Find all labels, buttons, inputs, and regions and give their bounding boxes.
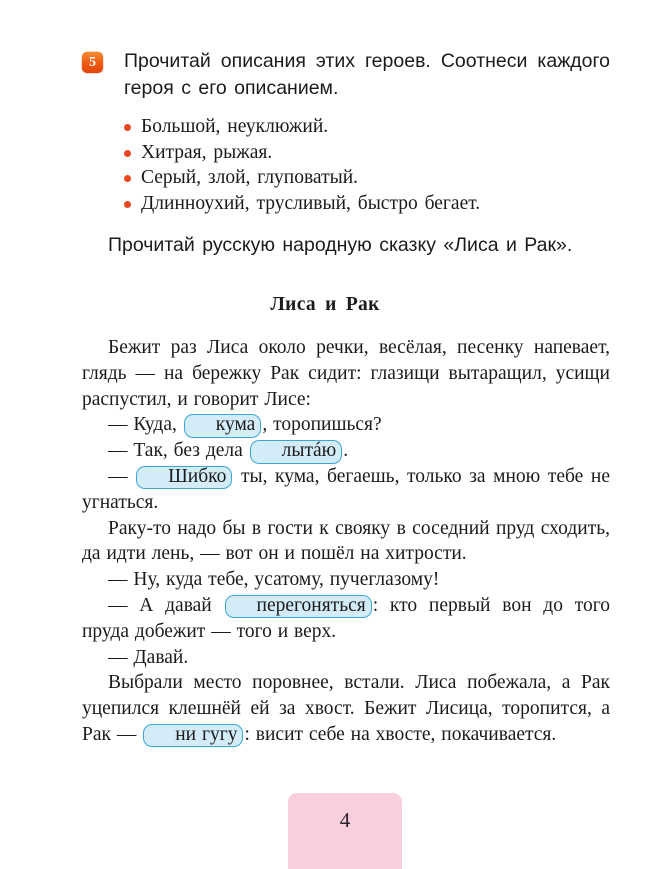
list-item: Большой, неуклюжий. <box>124 114 614 140</box>
page-number: 4 <box>339 808 351 832</box>
exercise-number-badge: 5 <box>82 52 103 73</box>
story-paragraph: — Так, без дела лытáю . <box>82 438 610 464</box>
reading-instruction: Прочитай русскую народную сказку «Лиса и Рак». <box>108 234 573 256</box>
story-paragraph: Бежит раз Лиса около речки, весёлая, песенку напевает, глядь — на бережку Рак сидит: глазищи вытаращил, усищи распустил, и говорит Лисе: <box>82 337 610 410</box>
story-paragraph: — Давай. <box>108 646 189 668</box>
list-item: Длинноухий, трусливый, быстро бегает. <box>124 191 614 217</box>
story-title: Лиса и Рак <box>270 294 380 315</box>
list-item: Хитрая, рыжая. <box>124 140 614 166</box>
vocabulary-highlight: перегоняться <box>225 595 372 618</box>
story-paragraph: Раку-то надо бы в гости к свояку в соседний пруд сходить, да идти лень, — вот он и пошёл на хитрости. <box>82 517 610 565</box>
story-paragraph: — А давай перегоняться : кто первый вон до того пруда добежит — того и верх. <box>82 594 610 642</box>
vocabulary-highlight: ни гугу <box>143 724 243 747</box>
list-item: Серый, злой, глуповатый. <box>124 165 614 191</box>
story-paragraph: — Ну, куда тебе, усатому, пучеглазому! <box>108 569 440 591</box>
exercise-block <box>82 48 610 101</box>
story-body <box>82 335 610 748</box>
story-paragraph: — Шибко ты, кума, бегаешь, только за мною тебе не угнаться. <box>82 465 611 513</box>
story-paragraph: Выбрали место поровнее, встали. Лиса побежала, а Рак уцепился клешнёй ей за хвост. Бежит Лисица, торопится, а Рак — ни гугу : висит себе на хвосте, покачивается. <box>82 670 610 747</box>
vocabulary-highlight: кума <box>184 414 262 437</box>
vocabulary-highlight: лытáю <box>250 440 343 463</box>
exercise-prompt: Прочитай описания этих героев. Соотнеси каждого героя с его описанием. <box>124 50 610 99</box>
story-paragraph: — Куда, кума , торопишься? <box>82 412 610 438</box>
vocabulary-highlight: Шибко <box>136 466 232 489</box>
character-description-list <box>124 114 614 216</box>
